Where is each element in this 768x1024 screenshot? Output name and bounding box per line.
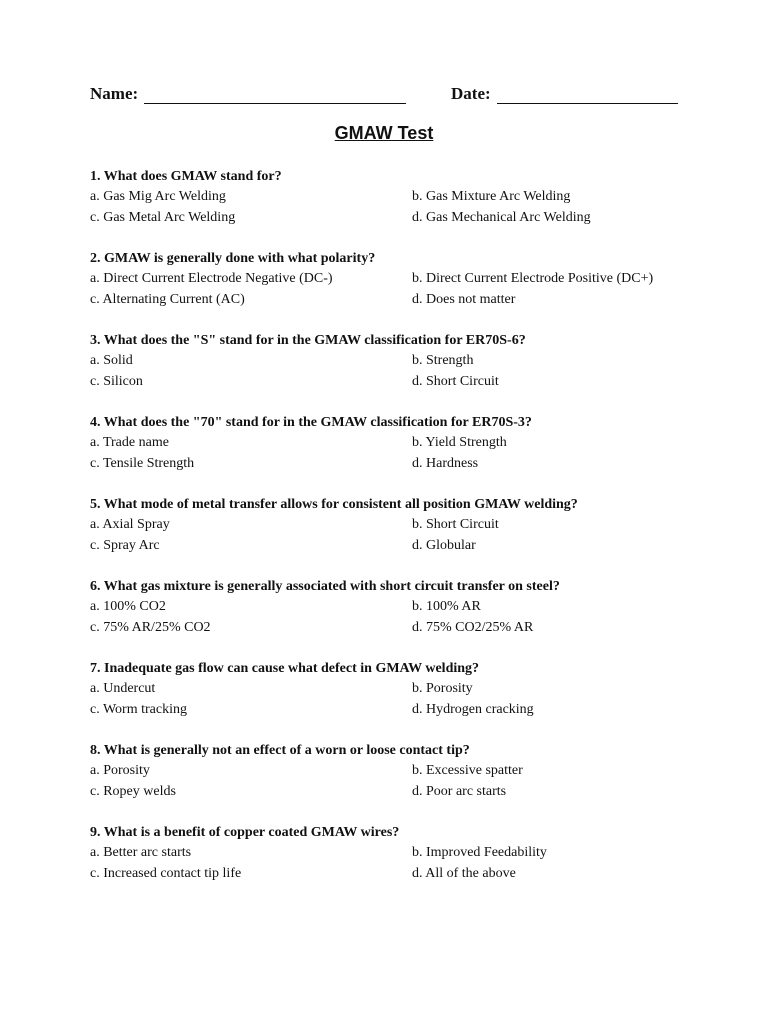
option-b: b. Short Circuit: [412, 517, 499, 532]
option-c: c. Silicon: [90, 373, 143, 389]
option-c: c. Spray Arc: [90, 537, 160, 553]
answer-options: [90, 269, 690, 310]
option-b: b. Improved Feedability: [412, 845, 547, 860]
name-label: Name:: [90, 84, 139, 103]
option-c: c. Ropey welds: [90, 783, 176, 799]
answer-options: [90, 351, 690, 392]
option-d: d. 75% CO2/25% AR: [412, 619, 534, 635]
option-d: d. Hydrogen cracking: [412, 701, 534, 717]
option-a: a. Porosity: [90, 763, 150, 778]
option-d: d. Poor arc starts: [412, 783, 507, 799]
option-b: b. Direct Current Electrode Positive (DC+): [412, 271, 654, 286]
option-b: b. Strength: [412, 353, 474, 368]
option-a: a. Trade name: [90, 435, 169, 450]
option-a: a. Undercut: [90, 681, 156, 696]
question-text: 8. What is generally not an effect of a worn or loose contact tip?: [90, 743, 470, 758]
name-blank-line: [144, 86, 406, 104]
option-b: b. Gas Mixture Arc Welding: [412, 189, 571, 204]
name-field: [90, 84, 406, 104]
question-7: [90, 659, 690, 741]
answer-options: [90, 597, 690, 638]
question-9: [90, 823, 690, 905]
question-text: 7. Inadequate gas flow can cause what defect in GMAW welding?: [90, 661, 480, 676]
option-c: c. Gas Metal Arc Welding: [90, 209, 236, 225]
option-b: b. 100% AR: [412, 599, 481, 614]
option-c: c. Tensile Strength: [90, 455, 195, 471]
question-text: 5. What mode of metal transfer allows for consistent all position GMAW welding?: [90, 497, 578, 512]
option-d: d. All of the above: [412, 865, 516, 881]
option-b: b. Yield Strength: [412, 435, 507, 450]
question-text: 3. What does the "S" stand for in the GMAW classification for ER70S-6?: [90, 333, 526, 348]
answer-options: [90, 433, 690, 474]
question-list: [90, 167, 690, 905]
question-5: [90, 495, 690, 577]
option-a: a. Gas Mig Arc Welding: [90, 189, 226, 204]
date-label: Date:: [451, 84, 491, 103]
question-3: [90, 331, 690, 413]
option-c: c. 75% AR/25% CO2: [90, 619, 211, 635]
option-d: d. Gas Mechanical Arc Welding: [412, 209, 591, 225]
answer-options: [90, 187, 690, 228]
option-d: d. Globular: [412, 537, 476, 553]
option-d: d. Does not matter: [412, 291, 516, 307]
question-text: 2. GMAW is generally done with what polarity?: [90, 251, 376, 266]
question-2: [90, 249, 690, 331]
option-b: b. Excessive spatter: [412, 763, 523, 778]
date-blank-line: [497, 86, 678, 104]
option-d: d. Hardness: [412, 455, 479, 471]
answer-options: [90, 843, 690, 884]
option-c: c. Worm tracking: [90, 701, 187, 717]
option-a: a. Direct Current Electrode Negative (DC-): [90, 271, 333, 286]
question-8: [90, 741, 690, 823]
option-b: b. Porosity: [412, 681, 473, 696]
question-text: 1. What does GMAW stand for?: [90, 169, 282, 184]
option-a: a. 100% CO2: [90, 599, 166, 614]
option-d: d. Short Circuit: [412, 373, 499, 389]
answer-options: [90, 679, 690, 720]
question-1: [90, 167, 690, 249]
option-a: a. Better arc starts: [90, 845, 192, 860]
answer-options: [90, 515, 690, 556]
question-text: 9. What is a benefit of copper coated GMAW wires?: [90, 825, 400, 840]
page-title: GMAW Test: [334, 123, 434, 143]
option-c: c. Alternating Current (AC): [90, 291, 245, 307]
header-fields: [90, 84, 690, 108]
option-c: c. Increased contact tip life: [90, 865, 242, 881]
option-a: a. Axial Spray: [90, 517, 170, 532]
question-text: 6. What gas mixture is generally associated with short circuit transfer on steel?: [90, 579, 560, 594]
question-4: [90, 413, 690, 495]
date-field: [451, 84, 678, 104]
question-text: 4. What does the "70" stand for in the GMAW classification for ER70S-3?: [90, 415, 532, 430]
answer-options: [90, 761, 690, 802]
option-a: a. Solid: [90, 353, 133, 368]
question-6: [90, 577, 690, 659]
